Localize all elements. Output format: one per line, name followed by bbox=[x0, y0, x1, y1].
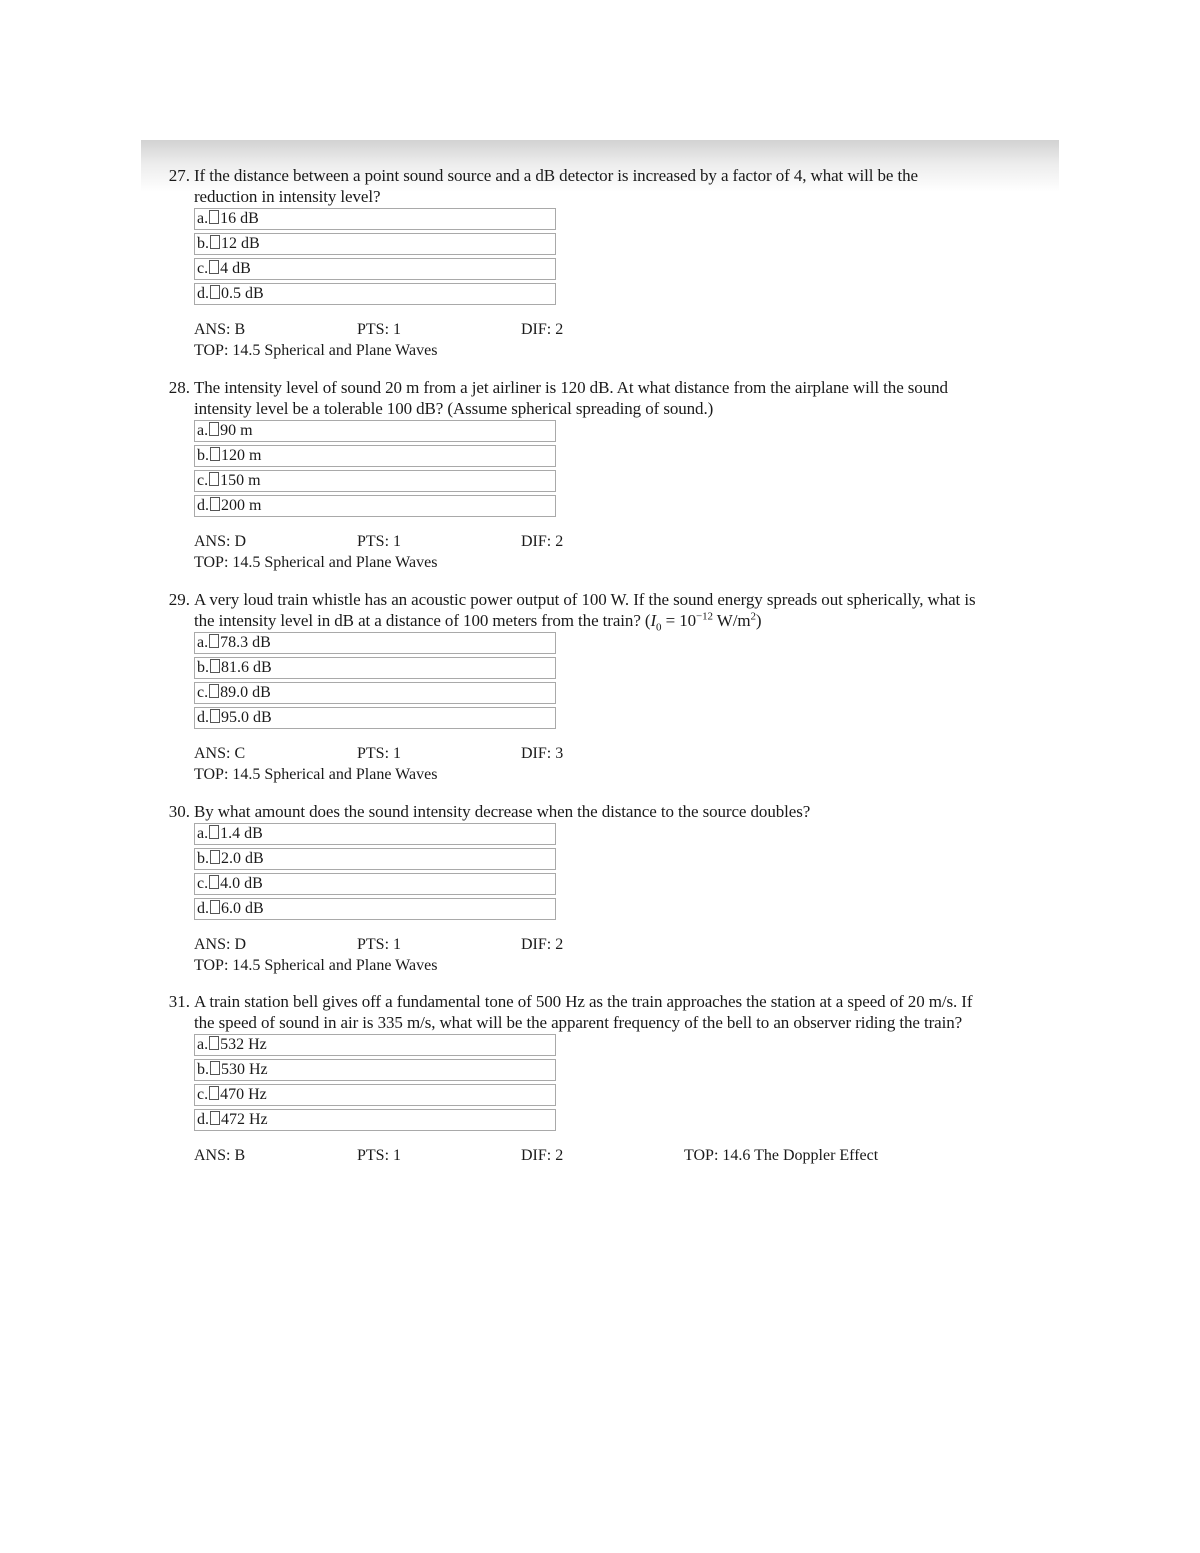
checkbox-icon bbox=[210, 235, 220, 249]
option-b[interactable]: b. 12 dB bbox=[194, 233, 556, 255]
checkbox-icon bbox=[209, 1036, 219, 1050]
question-number: 27. bbox=[168, 166, 190, 185]
checkbox-icon bbox=[210, 447, 220, 461]
difficulty: DIF: 2 bbox=[521, 533, 564, 550]
answer-meta bbox=[194, 531, 980, 573]
option-a[interactable]: a. 90 m bbox=[194, 420, 556, 442]
option-b[interactable]: b. 530 Hz bbox=[194, 1059, 556, 1081]
checkbox-icon bbox=[209, 634, 219, 648]
question-text: If the distance between a point sound source and a dB detector is increased by a factor of 4, what will be the reduction in intensity level? bbox=[194, 166, 918, 206]
option-d[interactable]: d. 95.0 dB bbox=[194, 707, 556, 729]
question-27 bbox=[150, 165, 980, 361]
points: PTS: 1 bbox=[357, 1147, 402, 1164]
points: PTS: 1 bbox=[357, 321, 402, 338]
checkbox-icon bbox=[210, 709, 220, 723]
option-c[interactable]: c. 89.0 dB bbox=[194, 682, 556, 704]
answer-key: ANS: B bbox=[194, 1147, 246, 1164]
question-number: 30. bbox=[168, 802, 190, 821]
option-d[interactable]: d. 200 m bbox=[194, 495, 556, 517]
option-d[interactable]: d. 6.0 dB bbox=[194, 898, 556, 920]
question-30 bbox=[150, 801, 980, 976]
answer-options bbox=[194, 1034, 556, 1131]
question-text: A train station bell gives off a fundamental tone of 500 Hz as the train approaches the station at a speed of 20 m/s. If the speed of sound in air is 335 m/s, what will be the apparent frequency of the bell to an observer riding the train? bbox=[194, 992, 973, 1032]
answer-meta bbox=[194, 319, 980, 361]
question-number: 29. bbox=[168, 590, 190, 609]
difficulty: DIF: 3 bbox=[521, 745, 564, 762]
option-a[interactable]: a. 532 Hz bbox=[194, 1034, 556, 1056]
option-a[interactable]: a. 1.4 dB bbox=[194, 823, 556, 845]
checkbox-icon bbox=[209, 875, 219, 889]
answer-key: ANS: C bbox=[194, 745, 246, 762]
checkbox-icon bbox=[210, 497, 220, 511]
question-number: 28. bbox=[168, 378, 190, 397]
checkbox-icon bbox=[210, 900, 220, 914]
answer-meta bbox=[194, 934, 980, 976]
checkbox-icon bbox=[209, 260, 219, 274]
option-d[interactable]: d. 0.5 dB bbox=[194, 283, 556, 305]
option-d[interactable]: d. 472 Hz bbox=[194, 1109, 556, 1131]
topic: TOP: 14.5 Spherical and Plane Waves bbox=[194, 342, 438, 359]
checkbox-icon bbox=[210, 285, 220, 299]
question-number: 31. bbox=[168, 992, 190, 1011]
answer-meta bbox=[194, 1145, 980, 1166]
option-a[interactable]: a. 78.3 dB bbox=[194, 632, 556, 654]
answer-key: ANS: D bbox=[194, 936, 247, 953]
question-text: The intensity level of sound 20 m from a jet airliner is 120 dB. At what distance from the airplane will the sound intensity level be a tolerable 100 dB? (Assume spherical spreading of sound.) bbox=[194, 378, 948, 418]
option-c[interactable]: c. 470 Hz bbox=[194, 1084, 556, 1106]
topic: TOP: 14.5 Spherical and Plane Waves bbox=[194, 957, 438, 974]
option-a[interactable]: a. 16 dB bbox=[194, 208, 556, 230]
checkbox-icon bbox=[210, 1111, 220, 1125]
answer-key: ANS: B bbox=[194, 321, 246, 338]
option-b[interactable]: b. 120 m bbox=[194, 445, 556, 467]
question-31 bbox=[150, 991, 980, 1166]
points: PTS: 1 bbox=[357, 533, 402, 550]
points: PTS: 1 bbox=[357, 936, 402, 953]
checkbox-icon bbox=[209, 210, 219, 224]
checkbox-icon bbox=[209, 1086, 219, 1100]
checkbox-icon bbox=[209, 472, 219, 486]
topic: TOP: 14.5 Spherical and Plane Waves bbox=[194, 554, 438, 571]
option-c[interactable]: c. 4.0 dB bbox=[194, 873, 556, 895]
difficulty: DIF: 2 bbox=[521, 936, 564, 953]
option-b[interactable]: b. 81.6 dB bbox=[194, 657, 556, 679]
option-c[interactable]: c. 4 dB bbox=[194, 258, 556, 280]
option-c[interactable]: c. 150 m bbox=[194, 470, 556, 492]
checkbox-icon bbox=[210, 850, 220, 864]
difficulty: DIF: 2 bbox=[521, 321, 564, 338]
topic: TOP: 14.6 The Doppler Effect bbox=[684, 1147, 879, 1164]
checkbox-icon bbox=[209, 684, 219, 698]
points: PTS: 1 bbox=[357, 745, 402, 762]
answer-options bbox=[194, 420, 556, 517]
checkbox-icon bbox=[210, 659, 220, 673]
answer-options bbox=[194, 632, 556, 729]
difficulty: DIF: 2 bbox=[521, 1147, 564, 1164]
answer-options bbox=[194, 823, 556, 920]
checkbox-icon bbox=[210, 1061, 220, 1075]
topic: TOP: 14.5 Spherical and Plane Waves bbox=[194, 766, 438, 783]
question-28 bbox=[150, 377, 980, 573]
option-b[interactable]: b. 2.0 dB bbox=[194, 848, 556, 870]
question-text: A very loud train whistle has an acoustic power output of 100 W. If the sound energy spreads out spherically, what is the intensity level in dB at a distance of 100 meters from the train? ($I_0 = 10^{-12}$ $W/m^2$) bbox=[194, 590, 976, 634]
question-text: By what amount does the sound intensity decrease when the distance to the source doubles? bbox=[194, 802, 811, 821]
answer-meta bbox=[194, 743, 980, 785]
question-29 bbox=[150, 589, 980, 785]
answer-key: ANS: D bbox=[194, 533, 247, 550]
checkbox-icon bbox=[209, 825, 219, 839]
checkbox-icon bbox=[209, 422, 219, 436]
answer-options bbox=[194, 208, 556, 305]
